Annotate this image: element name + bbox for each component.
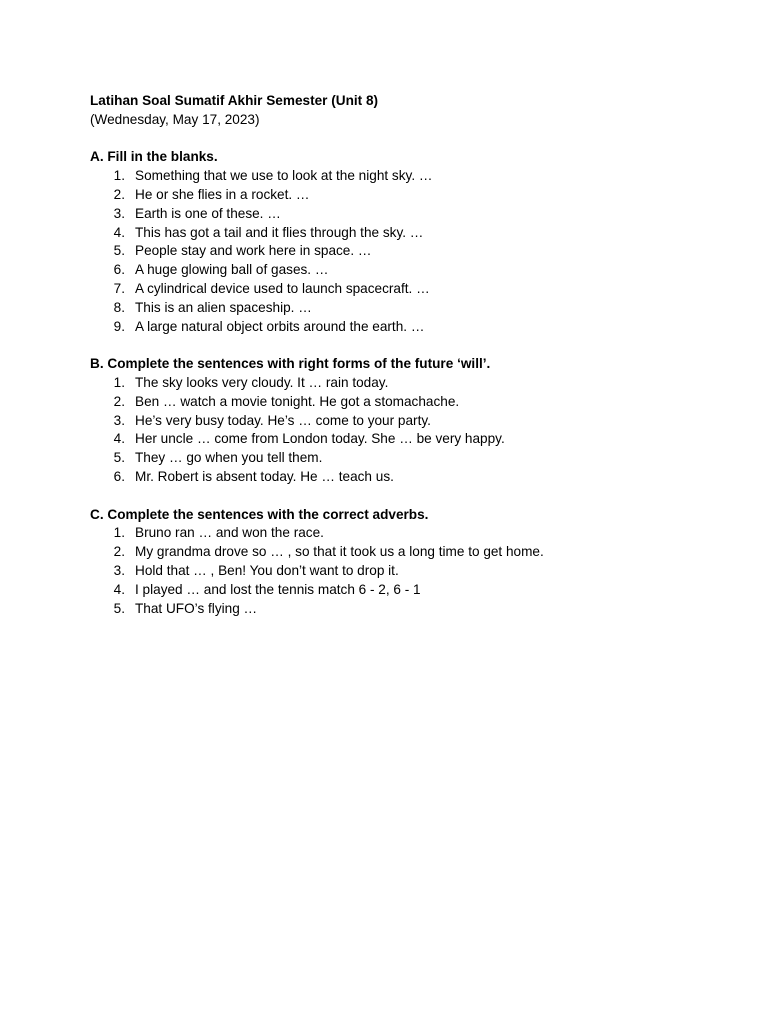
question-text: Something that we use to look at the night sky. … (135, 168, 433, 184)
question-number: 5. (113, 243, 125, 259)
question-number: 4. (113, 581, 125, 597)
question-text: Her uncle … come from London today. She … be very happy. (135, 431, 505, 447)
question-text: He or she flies in a rocket. … (135, 186, 310, 202)
question-item (90, 186, 730, 205)
question-text: Ben … watch a movie tonight. He got a stomachache. (135, 393, 460, 409)
question-list (90, 524, 730, 618)
question-list (90, 167, 730, 336)
question-text: A cylindrical device used to launch spacecraft. … (135, 280, 430, 296)
question-text: He’s very busy today. He’s … come to your party. (135, 412, 431, 428)
question-item (90, 393, 730, 412)
document-date: (Wednesday, May 17, 2023) (90, 111, 260, 127)
question-text: A huge glowing ball of gases. … (135, 262, 329, 278)
question-number: 3. (113, 562, 125, 578)
question-number: 5. (113, 450, 125, 466)
question-item (90, 524, 730, 543)
question-number: 4. (113, 431, 125, 447)
section-a (90, 148, 730, 336)
document-title: Latihan Soal Sumatif Akhir Semester (Unit 8) (90, 93, 379, 108)
question-number: 6. (113, 468, 125, 484)
section-heading: B. Complete the sentences with right forms of the future ‘will’. (90, 356, 491, 372)
question-item (90, 468, 730, 487)
section-heading: C. Complete the sentences with the correct adverbs. (90, 506, 429, 522)
section-heading: A. Fill in the blanks. (90, 149, 218, 165)
question-text: This is an alien spaceship. … (135, 299, 312, 315)
question-text: Mr. Robert is absent today. He … teach us. (135, 468, 394, 484)
question-item (90, 280, 730, 299)
question-text: This has got a tail and it flies through the sky. … (135, 224, 424, 240)
question-text: The sky looks very cloudy. It … rain today. (135, 374, 389, 390)
question-text: That UFO’s flying … (135, 600, 258, 616)
question-list (90, 374, 730, 487)
question-text: My grandma drove so … , so that it took us a long time to get home. (135, 544, 544, 560)
question-item (90, 205, 730, 224)
question-text: People stay and work here in space. … (135, 243, 372, 259)
question-number: 4. (113, 224, 125, 240)
question-text: Bruno ran … and won the race. (135, 525, 324, 541)
question-number: 1. (113, 525, 125, 541)
question-item (90, 412, 730, 431)
question-item (90, 543, 730, 562)
question-text: They … go when you tell them. (135, 450, 323, 466)
question-item (90, 430, 730, 449)
question-number: 5. (113, 600, 125, 616)
question-item (90, 167, 730, 186)
question-item (90, 449, 730, 468)
question-number: 3. (113, 412, 125, 428)
question-number: 1. (113, 168, 125, 184)
question-text: A large natural object orbits around the earth. … (135, 318, 425, 334)
question-item (90, 224, 730, 243)
question-number: 3. (113, 205, 125, 221)
question-number: 9. (113, 318, 125, 334)
question-item (90, 600, 730, 619)
question-number: 7. (113, 280, 125, 296)
question-text: I played … and lost the tennis match 6 - 2, 6 - 1 (135, 581, 421, 597)
question-item (90, 261, 730, 280)
question-number: 1. (113, 374, 125, 390)
question-number: 6. (113, 262, 125, 278)
section-c (90, 506, 730, 619)
question-item (90, 562, 730, 581)
document-page (90, 92, 730, 618)
question-item (90, 242, 730, 261)
question-item (90, 374, 730, 393)
question-number: 2. (113, 186, 125, 202)
question-text: Hold that … , Ben! You don’t want to drop it. (135, 562, 399, 578)
section-b (90, 355, 730, 487)
question-item (90, 299, 730, 318)
question-item (90, 581, 730, 600)
question-text: Earth is one of these. … (135, 205, 281, 221)
question-item (90, 318, 730, 337)
question-number: 2. (113, 393, 125, 409)
question-number: 8. (113, 299, 125, 315)
question-number: 2. (113, 544, 125, 560)
